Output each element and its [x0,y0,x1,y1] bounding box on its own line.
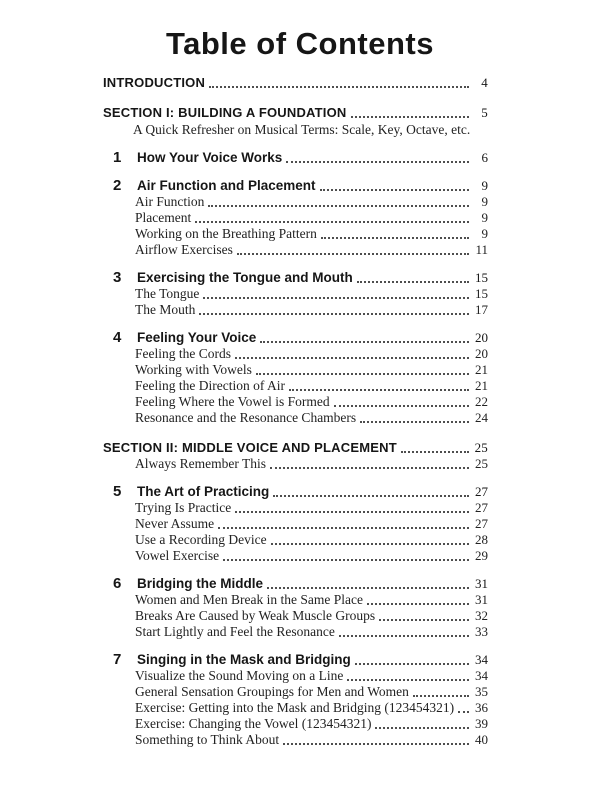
toc-entry-page: 31 [475,592,488,607]
dot-leader [334,405,469,407]
toc-entry-label: Breaks Are Caused by Weak Muscle Groups [135,608,376,623]
toc-entry-label: SECTION II: MIDDLE VOICE AND PLACEMENT [103,440,397,455]
toc-entry-page: 39 [475,716,488,731]
toc-entry-note [103,122,488,138]
toc-entry-label: The Mouth [135,302,196,317]
dot-leader [195,221,469,223]
dot-leader [237,253,469,255]
dot-leader [367,603,469,605]
toc-entry-sub [103,624,488,640]
toc-entry-label: INTRODUCTION [103,75,206,90]
dot-leader [339,635,469,637]
toc-entry-label: SECTION I: BUILDING A FOUNDATION [103,105,347,120]
toc-entry-sub [103,362,488,378]
toc-entry-label: General Sensation Groupings for Men and Women [135,684,409,699]
dot-leader [270,467,469,469]
toc-entry-label: Visualize the Sound Moving on a Line [135,668,344,683]
toc-entry-page: 40 [475,732,488,747]
toc-entry-label: Exercise: Changing the Vowel (123454321) [135,716,372,731]
toc-entry-chapter [103,150,488,166]
toc-entry-page: 35 [475,684,488,699]
toc-entry-sub [103,210,488,226]
toc-entry-sub [103,302,488,318]
toc-entry-label: Placement [135,210,192,225]
toc-entry-page: 27 [475,484,488,499]
toc-entry-page: 9 [481,226,488,241]
dot-leader [351,116,469,118]
toc-entry-label: Feeling the Direction of Air [135,378,285,393]
dot-leader [203,297,469,299]
toc-entry-sub [103,684,488,700]
toc-entry-sub [103,732,488,748]
toc-entry-section [103,440,488,456]
toc-entry-page: 9 [481,178,488,193]
toc-entry-chapter [103,270,488,286]
dot-leader [357,281,469,283]
toc-entry-sub [103,668,488,684]
toc-entry-sub [103,608,488,624]
dot-leader [235,511,469,513]
toc-entry-page: 31 [475,576,488,591]
toc-entry-chapter [103,330,488,346]
dot-leader [413,695,469,697]
toc-entry-label: Use a Recording Device [135,532,267,547]
toc-entry-sub [103,516,488,532]
toc-entry-sub [103,194,488,210]
toc-entry-page: 27 [475,516,488,531]
toc-entry-label: Working on the Breathing Pattern [135,226,317,241]
toc-entry-label: Air Function [135,194,205,209]
dot-leader [199,313,469,315]
toc-entry-label: Feeling Where the Vowel is Formed [135,394,330,409]
toc-entry-page: 6 [481,150,488,165]
dot-leader [401,451,469,453]
toc-entry-page: 36 [475,700,488,715]
toc-entry-sub [103,346,488,362]
toc-entry-page: 11 [475,242,488,257]
toc-entry-page: 21 [475,378,488,393]
dot-leader [289,389,469,391]
dot-leader [286,161,469,163]
chapter-number: 1 [113,149,122,166]
toc-entry-label: Trying Is Practice [135,500,232,515]
toc-entry-label: Feeling Your Voice [137,330,257,345]
toc-entry-page: 28 [475,532,488,547]
toc-entry-label: Air Function and Placement [137,178,316,193]
toc-entry-sub [103,700,488,716]
dot-leader [208,205,469,207]
dot-leader [209,86,469,88]
toc-entry-sub [103,286,488,302]
dot-leader [271,543,469,545]
toc-entry-page: 4 [481,75,488,90]
chapter-number: 7 [113,651,122,668]
toc-entry-page: 33 [475,624,488,639]
toc-entry-sub [103,456,488,472]
toc-list [103,75,488,748]
toc-entry-page: 32 [475,608,488,623]
dot-leader [355,663,469,665]
toc-entry-label: Feeling the Cords [135,346,231,361]
toc-entry-sub [103,226,488,242]
toc-entry-chapter [103,652,488,668]
dot-leader [256,373,469,375]
dot-leader [347,679,469,681]
toc-entry-page: 29 [475,548,488,563]
toc-entry-sub [103,716,488,732]
toc-entry-sub [103,394,488,410]
dot-leader [379,619,469,621]
dot-leader [260,341,469,343]
toc-entry-page: 25 [475,456,488,471]
toc-entry-page: 15 [475,270,488,285]
toc-entry-label: Vowel Exercise [135,548,220,563]
toc-entry-label: The Tongue [135,286,200,301]
toc-entry-page: 9 [481,194,488,209]
toc-entry-sub [103,410,488,426]
toc-entry-label: A Quick Refresher on Musical Terms: Scale, Key, Octave, etc. [133,122,471,137]
toc-entry-page: 24 [475,410,488,425]
toc-entry-chapter [103,484,488,500]
dot-leader [283,743,469,745]
dot-leader [223,559,469,561]
dot-leader [375,727,469,729]
toc-entry-chapter [103,576,488,592]
dot-leader [320,189,469,191]
toc-entry-label: Something to Think About [135,732,280,747]
toc-entry-label: Start Lightly and Feel the Resonance [135,624,335,639]
toc-entry-page: 34 [475,652,488,667]
toc-entry-section [103,105,488,121]
toc-entry-label: Exercising the Tongue and Mouth [137,270,353,285]
toc-entry-sub [103,592,488,608]
toc-entry-label: Bridging the Middle [137,576,263,591]
page-title: Table of Contents [166,26,434,61]
toc-entry-label: Women and Men Break in the Same Place [135,592,363,607]
toc-entry-label: The Art of Practicing [137,484,270,499]
dot-leader [360,421,469,423]
toc-entry-sub [103,242,488,258]
toc-entry-label: Resonance and the Resonance Chambers [135,410,357,425]
dot-leader [273,495,469,497]
chapter-number: 6 [113,575,122,592]
toc-entry-page: 27 [475,500,488,515]
chapter-number: 2 [113,177,122,194]
toc-entry-label: Singing in the Mask and Bridging [137,652,351,667]
toc-entry-page: 34 [475,668,488,683]
toc-entry-label: Working with Vowels [135,362,252,377]
chapter-number: 3 [113,269,122,286]
toc-entry-page: 17 [475,302,488,317]
toc-entry-page: 15 [475,286,488,301]
toc-entry-sub [103,532,488,548]
toc-entry-sub [103,548,488,564]
toc-entry-label: Always Remember This [135,456,266,471]
dot-leader [321,237,469,239]
toc-entry-page: 5 [481,105,488,120]
toc-entry-page: 9 [481,210,488,225]
toc-entry-label: Airflow Exercises [135,242,233,257]
toc-entry-sub [103,500,488,516]
toc-entry-intro [103,75,488,91]
toc-entry-page: 22 [475,394,488,409]
toc-entry-label: How Your Voice Works [137,150,283,165]
toc-entry-sub [103,378,488,394]
dot-leader [267,587,469,589]
toc-entry-page: 20 [475,346,488,361]
toc-entry-page: 21 [475,362,488,377]
toc-entry-page: 20 [475,330,488,345]
chapter-number: 5 [113,483,122,500]
dot-leader [235,357,469,359]
dot-leader [218,527,469,529]
toc-entry-page: 25 [474,440,488,455]
dot-leader [458,711,469,713]
toc-entry-label: Never Assume [135,516,215,531]
toc-entry-label: Exercise: Getting into the Mask and Bridging (123454321) [135,700,455,715]
chapter-number: 4 [113,329,122,346]
toc-entry-chapter [103,178,488,194]
